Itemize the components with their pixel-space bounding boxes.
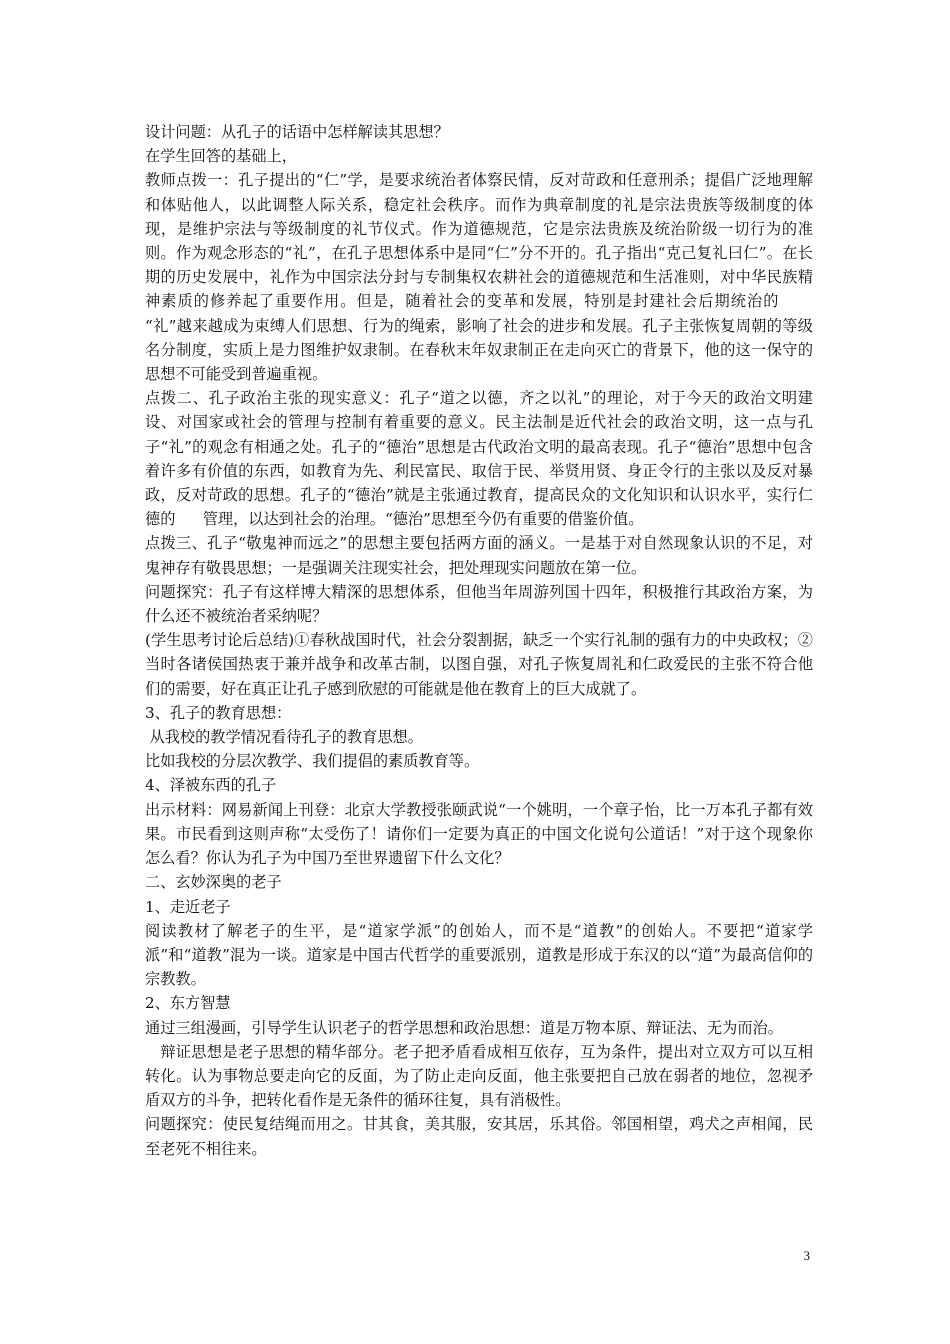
text-fragment: 教。 bbox=[175, 970, 206, 989]
heading-eastern-wisdom: 2、东方智慧 bbox=[145, 994, 231, 1013]
text-fragment: 阅读教材了解老子的生平，是“道家学派”的创始人，而不是“道教”的创始人。不要把“道家学派”和“道教”混为一谈。道家是中国古代哲学的重要派别，道教是形成于东汉的以“道”为最高信仰 bbox=[145, 921, 813, 964]
paragraph-teacher-point-one bbox=[145, 168, 813, 386]
paragraph-point-two bbox=[145, 386, 813, 531]
overlap-text: 的宗教 bbox=[145, 945, 813, 989]
heading-laozi: 二、玄妙深奥的老子 bbox=[145, 873, 282, 892]
paragraph-cartoons: 通过三组漫画，引导学生认识老子的哲学思想和政治思想：道是万物本原、辩证法、无为而治。 bbox=[145, 1018, 783, 1037]
overlap-text: 统治的 bbox=[730, 292, 780, 311]
paragraph-question-inquiry: 问题探究：孔子有这样博大精深的思想体系，但他当年周游列国十四年，积极推行其政治方案，为什么还不被统治者采纳呢？ bbox=[145, 582, 813, 626]
document-body bbox=[145, 120, 813, 1161]
text-fragment: 管理，以达到社会的治理。“德治”思想至今仍有重要的借鉴价值。 bbox=[202, 510, 644, 529]
paragraph-student-answer: 在学生回答的基础上， bbox=[145, 147, 297, 166]
heading-education-thought: 3、孔子的教育思想： bbox=[145, 703, 292, 722]
paragraph-school-view: 从我校的教学情况看待孔子的教育思想。 bbox=[149, 728, 423, 747]
page-number: 3 bbox=[803, 1248, 810, 1263]
text-fragment: “礼”越来越成为束缚人们思想、行为的绳索，影响了社会的进步和发展。孔子主张恢复周朝的等级名分制度，实质上是力图维护奴隶制。在春秋末年奴隶制正在走向灭亡的背景下，他的这一保守的思想不可能受到普遍重视。 bbox=[145, 316, 813, 384]
paragraph-point-three: 点拨三、孔子“敬鬼神而远之”的思想主要包括两方面的涵义。一是基于对自然现象认识的不足，对鬼神存有敬畏思想；一是强调关注现实社会，把处理现实问题放在第一位。 bbox=[145, 534, 813, 577]
overlap-text: 仁德的 bbox=[145, 486, 813, 529]
heading-confucius-influence: 4、泽被东西的孔子 bbox=[145, 776, 277, 795]
paragraph-design-question: 设计问题：从孔子的话语中怎样解读其思想？ bbox=[145, 123, 449, 141]
paragraph-school-example: 比如我校的分层次教学、我们提倡的素质教育等。 bbox=[145, 752, 480, 771]
heading-approach-laozi: 1、走近老子 bbox=[145, 897, 231, 916]
paragraph-dialectics: 辩证思想是老子思想的精华部分。老子把矛盾看成相互依存，互为条件，提出对立双方可以互相转化。认为事物总要走向它的反面，为了防止走向反面，他主张要把自己放在弱者的地位，忽视矛盾双方的斗争，把转化看作是无条件的循环往复，具有消极性。 bbox=[145, 1042, 813, 1110]
paragraph-reading-textbook bbox=[145, 919, 813, 992]
text-fragment: 教师点拨一：孔子提出的“仁”学，是要求统治者体察民情，反对苛政和任意刑杀；提倡广泛地理解和体贴他人，以此调整人际关系，稳定社会秩序。而作为典章制度的礼是宗法贵族等级制度的体现，是维护宗法与等级制度的礼节仪式。作为道德规范，它是宗法贵族及统治阶级一切行为的准则。作为观念形态的“礼”，在孔子思想体系中是同“仁”分不开的。孔子指出“克己复礼曰仁”。在长期的历史发展中，礼作为中国宗法分封与专制集权农耕社会的道德规范和生活准则，对中华民族精神素质的修养起了重要作用。但是，随着社会的变革和发展，特别是封建社会后期 bbox=[145, 171, 813, 311]
paragraph-student-summary: (学生思考讨论后总结)①春秋战国时代，社会分裂割据，缺乏一个实行礼制的强有力的中央政权；② 当时各诸侯国热衷于兼并战争和改革古制，以图自强，对孔子恢复周礼和仁政爱民的主张不符合他们的需要，好在真正让孔子感到欣慰的可能就是他在教育上的巨大成就了。 bbox=[145, 631, 813, 698]
text-fragment: 点拨二、孔子政治主张的现实意义：孔子“道之以德，齐之以礼”的理论，对于今天的政治文明建设、对国家或社会的管理与控制有着重要的意义。民主法制是近代社会的政治文明，这一点与孔子“礼”的观念有相通之处。孔子的“德治”思想是古代政治文明的最高表现。孔子“德治”思想中包含着许多有价值的东西，如教育为先、利民富民、取信于民、举贤用贤、身正令行的主张以及反对暴政，反对苛政的思想。孔子的“德治”就是主张通过教育，提高民众的文化知识和认识水平，实行 bbox=[145, 389, 813, 505]
paragraph-material: 出示材料：网易新闻上刊登：北京大学教授张颐武说“一个姚明，一个章子怡，比一万本孔子都有效果。市民看到这则声称“太受伤了！请你们一定要为真正的中国文化说句公道话！”对于这个现象你怎么看？你认为孔子为中国乃至世界遗留下什么文化？ bbox=[145, 800, 813, 868]
paragraph-final-inquiry: 问题探究：使民复结绳而用之。甘其食，美其服，安其居，乐其俗。邻国相望，鸡犬之声相闻，民至老死不相往来。 bbox=[145, 1115, 813, 1158]
